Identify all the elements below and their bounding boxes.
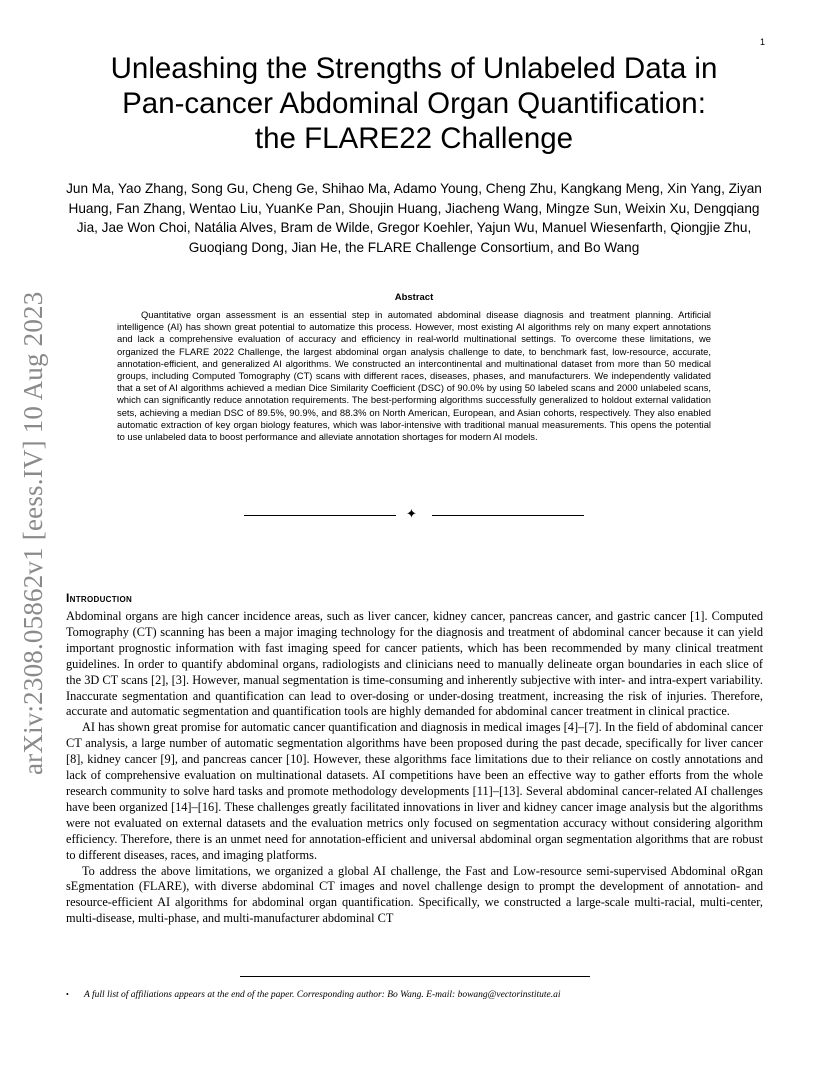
separator-line-left (244, 515, 396, 516)
paragraph-1: Abdominal organs are high cancer incidence areas, such as liver cancer, kidney cancer, pancreas cancer, and gastric cancer [1]. Computed Tomography (CT) scanning has been a major imaging technology for the diagnosis and treatment of abdominal cancer because it can yield important prognostic information with fast imaging speed for cancer patients, which has been recommended by many clinical treatment guidelines. In order to quantify abdominal organs, radiologists and clinicians need to manually delineate organ boundaries in each slice of the 3D CT scans [2], [3]. However, manual segmentation is time-consuming and inherently subjective with inter- and intra-expert variability. Inaccurate segmentation and quantification can lead to over-dosing or under-dosing treatment, increasing the risk of injuries. Therefore, accurate and automatic segmentation and quantification tools are highly demanded for abdominal cancer treatment in clinical practice. (66, 609, 763, 719)
author-list: Jun Ma, Yao Zhang, Song Gu, Cheng Ge, Shihao Ma, Adamo Young, Cheng Zhu, Kangkang Meng, Xin Yang, Ziyan Huang, Fan Zhang, Wentao Liu, YuanKe Pan, Shoujin Huang, Jiacheng Wang, Mingze Sun, Weixin Xu, Dengqiang Jia, Jae Won Choi, Natália Alves, Bram de Wilde, Gregor Koehler, Yajun Wu, Manuel Wiesenfarth, Qiongjie Zhu, Guoqiang Dong, Jian He, the FLARE Challenge Consortium, and Bo Wang (66, 181, 762, 255)
footnote-text: A full list of affiliations appears at the end of the paper. Corresponding author: Bo Wang. E-mail: bowang@vectorinstitute.ai (84, 990, 561, 1000)
page-number: 1 (759, 37, 765, 47)
abstract-heading: Abstract (394, 292, 434, 303)
section-heading-introduction: Introduction (66, 591, 133, 605)
footnote (66, 990, 766, 1000)
separator-line-right (432, 515, 584, 516)
separator-star-icon: ✦ (406, 507, 417, 522)
introduction-body (66, 609, 763, 927)
paragraph-3: To address the above limitations, we organized a global AI challenge, the Fast and Low-resource semi-supervised Abdominal oRgan sEgmentation (FLARE), with diverse abdominal CT images and novel challenge design to prompt the development of annotation- and resource-efficient AI algorithms for abdominal organ quantification. Specifically, we constructed a large-scale multi-racial, multi-center, multi-disease, multi-phase, and multi-manufacturer abdominal CT (66, 863, 763, 926)
arxiv-identifier-stamp: arXiv:2308.05862v1 [eess.IV] 10 Aug 2023 (18, 291, 48, 775)
section-separator (244, 509, 584, 523)
paragraph-2: AI has shown great promise for automatic cancer quantification and diagnosis in medical images [4]–[7]. In the field of abdominal cancer CT analysis, a large number of automatic segmentation algorithms have been proposed during the past decade, specifically for liver cancer [8], kidney cancer [9], and pancreas cancer [10]. However, these algorithms face limitations due to their reliance on costly annotations and lack of comprehensive evaluation on multinational datasets. AI competitions have been an effective way to gather efforts from the whole research community to solve hard tasks and promote methodology developments [11]–[13]. Several abdominal cancer-related AI challenges have been organized [14]–[16]. These challenges greatly facilitated innovations in liver and kidney cancer image analysis but the algorithms were not evaluated on external datasets and the evaluation metrics only focused on segmentation accuracy without considering algorithm efficiency. Therefore, there is an unmet need for annotation-efficient and universal abdominal organ segmentation algorithms that are robust to different diseases, races, and imaging platforms. (66, 720, 763, 862)
paper-title: Unleashing the Strengths of Unlabeled Data in Pan-cancer Abdominal Organ Quantification: the FLARE22 Challenge (110, 52, 718, 155)
abstract-text: Quantitative organ assessment is an essential step in automated abdominal disease diagnosis and treatment planning. Artificial intelligence (AI) has shown great potential to automatize this process. However, most existing AI algorithms rely on many expert annotations and lack a comprehensive evaluation of accuracy and efficiency in real-world multinational settings. To overcome these limitations, we organized the FLARE 2022 Challenge, the largest abdominal organ analysis challenge to date, to benchmark fast, low-resource, accurate, annotation-efficient, and generalized AI algorithms. We constructed an intercontinental and multinational dataset from more than 50 medical groups, including Computed Tomography (CT) scans with different races, diseases, phases, and manufacturers. We independently validated that a set of AI algorithms achieved a median Dice Similarity Coefficient (DSC) of 90.0% by using 50 labeled scans and 2000 unlabeled scans, which can significantly reduce annotation requirements. The best-performing algorithms successfully generalized to holdout external validation sets, achieving a median DSC of 89.5%, 90.9%, and 88.3% on North American, European, and Asian cohorts, respectively. They also enabled automatic extraction of key organ biology features, which was labor-intensive with traditional manual measurements. This opens the potential to use unlabeled data to boost performance and alleviate annotation shortages for modern AI models. (117, 309, 711, 443)
footnote-rule (240, 976, 590, 977)
footnote-bullet-icon: • (66, 990, 69, 999)
